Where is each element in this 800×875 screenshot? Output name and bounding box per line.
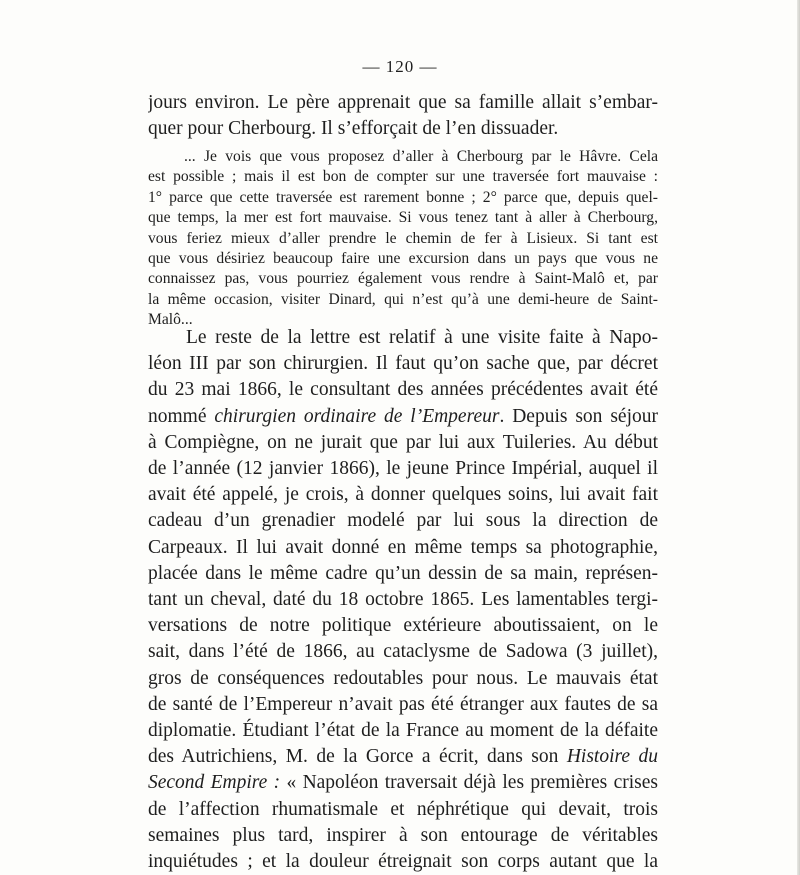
- quote-line: que temps, la mer est fort mauvaise. Si vous tenez tant à aller à Cherbourg,: [148, 209, 658, 227]
- text-line: gros de conséquences redoutables pour nous. Le mauvais état: [148, 667, 658, 689]
- text-line: avait été appelé, je crois, à donner quelques soins, lui avait fait: [148, 484, 658, 506]
- text-line: [148, 404, 658, 430]
- text-line: du 23 mai 1866, le consultant des années précédentes avait été: [148, 379, 658, 401]
- quote-line: 1° parce que cette traversée est rarement bonne ; 2° parce que, depuis quel-: [148, 188, 658, 206]
- top-paragraph: [148, 90, 658, 142]
- quote-line: vous feriez mieux d’aller prendre le chemin de fer à Lisieux. Si tant est: [148, 229, 658, 247]
- text-line: jours environ. Le père apprenait que sa famille allait s’embar-: [148, 92, 658, 113]
- text-line: à Compiègne, on ne jurait que par lui aux Tuileries. Au début: [148, 431, 658, 453]
- text-fragment: « Napoléon traversait déjà les premières crises: [280, 772, 658, 794]
- italic-phrase: chirurgien ordinaire de l’Empereur: [214, 405, 500, 427]
- text-fragment: nommé: [148, 405, 215, 427]
- quote-line: connaissez pas, vous pourriez également vous rendre à Saint-Malô et, par: [148, 270, 658, 288]
- quote-line: ... Je vois que vous proposez d’aller à Cherbourg par le Hâvre. Cela: [184, 148, 658, 165]
- text-line: tant un cheval, daté du 18 octobre 1865. Les lamentables tergi-: [148, 589, 658, 611]
- book-title-italic: Histoire du: [566, 746, 658, 768]
- text-line: cadeau d’un grenadier modelé par lui sous la direction de: [148, 510, 658, 532]
- text-fragment: . Depuis son séjour: [499, 405, 658, 427]
- text-line: de l’affection rhumatismale et néphrétique qui devait, trois: [148, 798, 658, 820]
- page-number: — 120 —: [362, 57, 438, 76]
- text-line: [148, 770, 658, 796]
- text-line: de santé de l’Empereur n’avait pas été étranger aux fautes de sa: [148, 693, 658, 715]
- quote-line: la même occasion, visiter Dinard, qui n’est qu’à une demi-heure de Saint-: [148, 290, 658, 308]
- text-line: semaines plus tard, inspirer à son entourage de véritables: [148, 824, 658, 846]
- text-line: quer pour Cherbourg. Il s’efforçait de l’en dissuader.: [148, 118, 559, 140]
- main-paragraph: [148, 325, 658, 875]
- text-line: léon III par son chirurgien. Il faut qu’on sache que, par décret: [148, 353, 658, 375]
- text-line: Carpeaux. Il lui avait donné en même temps sa photographie,: [148, 536, 658, 558]
- text-line: diplomatie. Étudiant l’état de la France au moment de la défaite: [148, 720, 658, 742]
- text-line: sait, dans l’été de 1866, au cataclysme de Sadowa (3 juillet),: [148, 641, 658, 663]
- text-line: inquiétudes ; et la douleur étreignait son corps autant que la: [148, 851, 658, 873]
- book-title-italic: Second Empire :: [148, 772, 281, 794]
- text-line: placée dans le même cadre qu’un dessin de sa main, représen-: [148, 562, 658, 584]
- text-fragment: des Autrichiens, M. de la Gorce a écrit, dans son: [148, 746, 567, 768]
- quoted-letter: [148, 147, 658, 331]
- text-line: [148, 744, 658, 770]
- text-line: versations de notre politique extérieure aboutissaient, on le: [148, 615, 658, 637]
- quote-line: que vous désiriez beaucoup faire une excursion dans un pays que vous ne: [148, 250, 658, 268]
- text-line: de l’année (12 janvier 1866), le jeune Prince Impérial, auquel il: [148, 458, 658, 480]
- quote-line: est possible ; mais il est bon de compter sur une traversée fort mauvaise :: [148, 168, 658, 186]
- text-line: Le reste de la lettre est relatif à une visite faite à Napo-: [186, 327, 658, 348]
- quote-line: Malô...: [148, 311, 193, 329]
